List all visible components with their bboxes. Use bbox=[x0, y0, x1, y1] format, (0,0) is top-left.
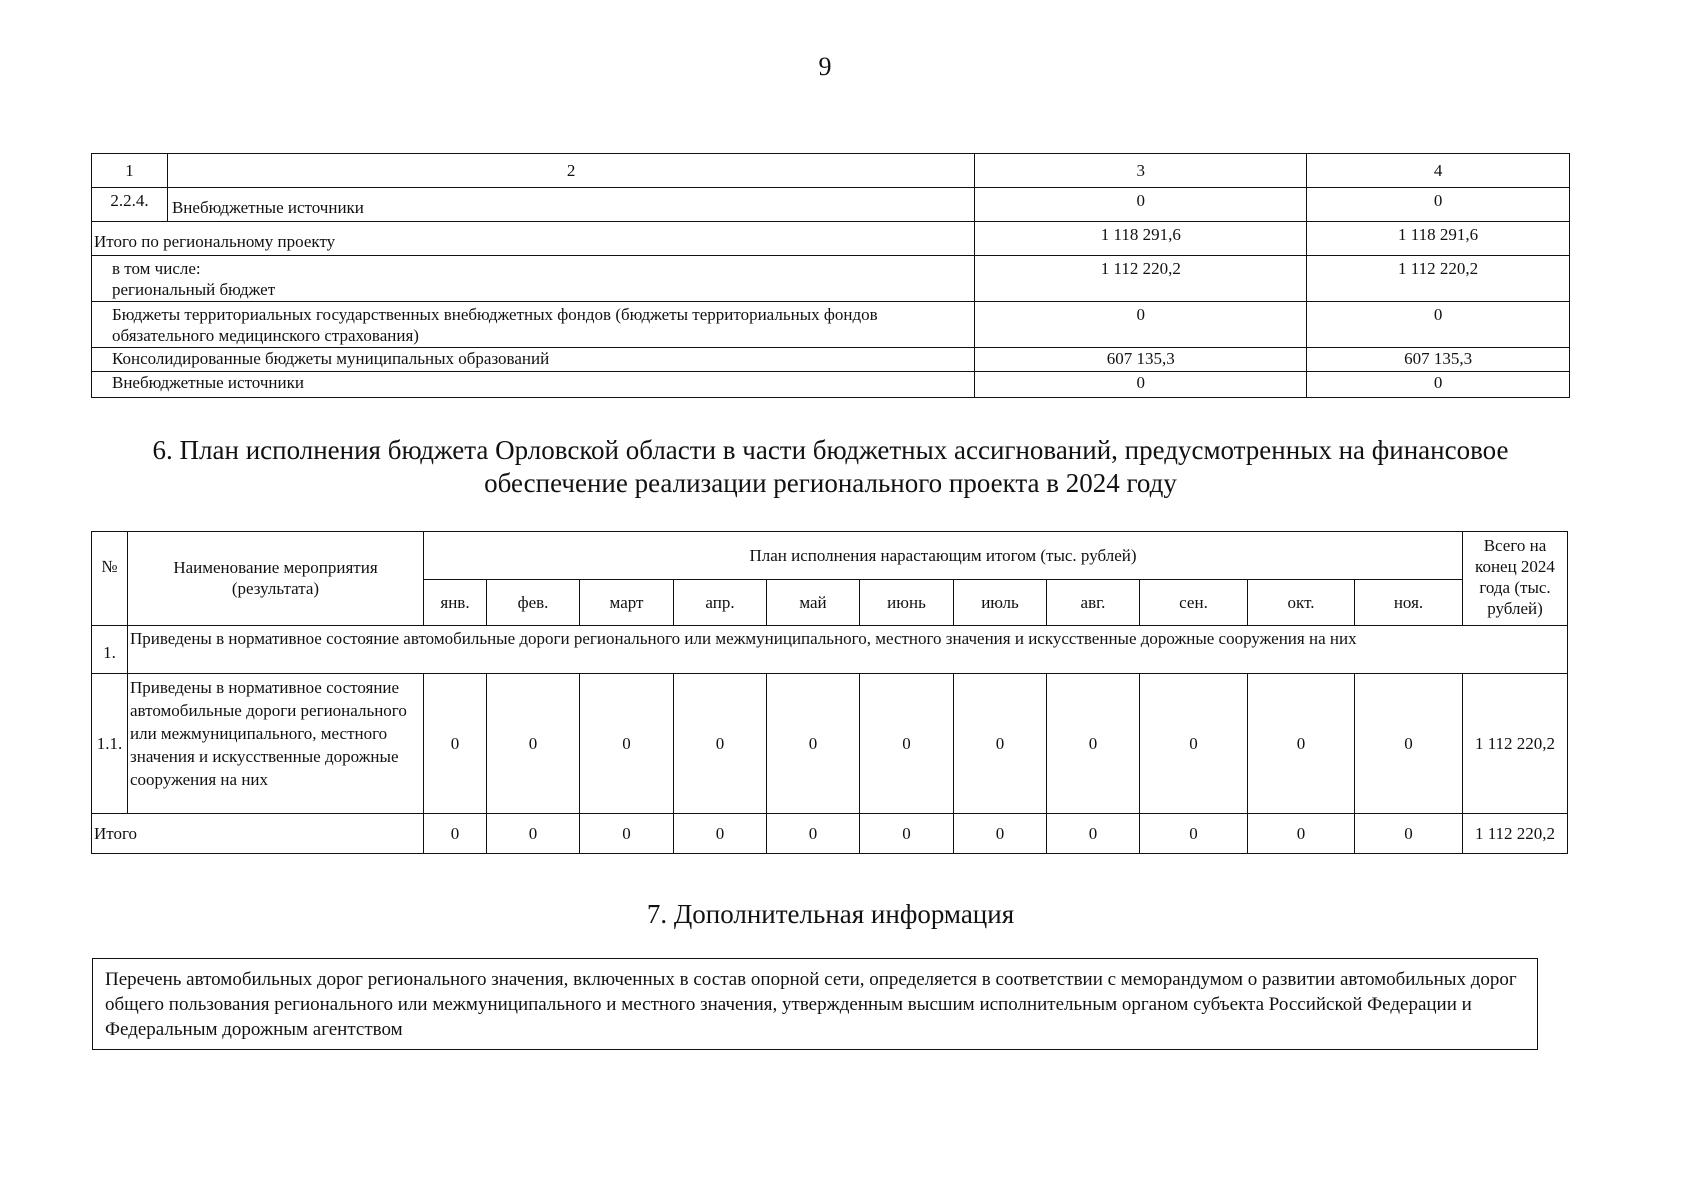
month-header: март bbox=[580, 580, 674, 626]
table-row bbox=[92, 188, 1570, 222]
row-value: 607 135,3 bbox=[1307, 348, 1570, 372]
month-header: сен. bbox=[1140, 580, 1248, 626]
month-value: 0 bbox=[1140, 814, 1248, 854]
execution-plan-table bbox=[91, 531, 1568, 854]
section-6-title-line: обеспечение реализации регионального проекта в 2024 году bbox=[484, 468, 1177, 498]
row-label: Внебюджетные источники bbox=[167, 188, 974, 222]
header-name: Наименование мероприятия (результата) bbox=[128, 532, 424, 626]
row-total-value: 1 112 220,2 bbox=[1463, 674, 1568, 814]
month-value: 0 bbox=[487, 814, 580, 854]
month-value: 0 bbox=[1355, 814, 1463, 854]
table-header-row bbox=[92, 532, 1568, 580]
month-value: 0 bbox=[1355, 674, 1463, 814]
month-value: 0 bbox=[954, 814, 1047, 854]
table-row bbox=[92, 372, 1570, 398]
header-cell: 3 bbox=[975, 154, 1307, 188]
month-value: 0 bbox=[674, 674, 767, 814]
month-value: 0 bbox=[424, 674, 487, 814]
row-text: Приведены в нормативное состояние автомобильные дороги регионального или межмуниципального, местного значения и искусственные дорожные сооружения на них bbox=[128, 626, 1568, 674]
month-value: 0 bbox=[767, 814, 860, 854]
month-value: 0 bbox=[580, 674, 674, 814]
month-value: 0 bbox=[580, 814, 674, 854]
month-value: 0 bbox=[674, 814, 767, 854]
month-header: июль bbox=[954, 580, 1047, 626]
row-value: 0 bbox=[975, 302, 1307, 348]
table-header-row bbox=[92, 154, 1570, 188]
regional-budget-label: региональный бюджет bbox=[112, 280, 276, 299]
month-value: 0 bbox=[767, 674, 860, 814]
month-value: 0 bbox=[487, 674, 580, 814]
row-number: 1.1. bbox=[92, 674, 128, 814]
header-cell: 2 bbox=[167, 154, 974, 188]
month-value: 0 bbox=[1248, 674, 1355, 814]
page-number: 9 bbox=[818, 52, 832, 81]
month-value: 0 bbox=[954, 674, 1047, 814]
header-total: Всего на конец 2024 года (тыс. рублей) bbox=[1463, 532, 1568, 626]
row-label: Бюджеты территориальных государственных внебюджетных фондов (бюджеты территориальных фондов обязательного медицинского страхования) bbox=[92, 302, 975, 348]
row-value: 607 135,3 bbox=[975, 348, 1307, 372]
month-header: окт. bbox=[1248, 580, 1355, 626]
month-value: 0 bbox=[860, 814, 954, 854]
header-cell: 1 bbox=[92, 154, 168, 188]
including-label: в том числе: bbox=[112, 259, 201, 278]
section-6-title bbox=[91, 434, 1570, 500]
header-cell: 4 bbox=[1307, 154, 1570, 188]
header-plan: План исполнения нарастающим итогом (тыс. рублей) bbox=[424, 532, 1463, 580]
month-value: 0 bbox=[1248, 814, 1355, 854]
row-total-value: 1 112 220,2 bbox=[1463, 814, 1568, 854]
month-value: 0 bbox=[1140, 674, 1248, 814]
row-number: 2.2.4. bbox=[92, 188, 168, 222]
row-value: 1 112 220,2 bbox=[975, 256, 1307, 302]
month-value: 0 bbox=[1047, 814, 1140, 854]
row-label: Консолидированные бюджеты муниципальных образований bbox=[92, 348, 975, 372]
table-row bbox=[92, 222, 1570, 256]
additional-info-box: Перечень автомобильных дорог регионального значения, включенных в состав опорной сети, определяется в соответствии с меморандумом о развитии автомобильных дорог общего пользования регионального или межмуниципального и местного значения, утвержденным высшим исполнительным органом субъекта Российской Федерации и Федеральным дорожным агентством bbox=[92, 958, 1538, 1050]
total-label: Итого bbox=[92, 814, 424, 854]
row-value: 0 bbox=[1307, 188, 1570, 222]
month-header: авг. bbox=[1047, 580, 1140, 626]
table-row bbox=[92, 626, 1568, 674]
month-value: 0 bbox=[424, 814, 487, 854]
month-value: 0 bbox=[860, 674, 954, 814]
section-6-title-line: 6. План исполнения бюджета Орловской области в части бюджетных ассигнований, предусмотренных на финансовое bbox=[152, 435, 1509, 465]
table-row bbox=[92, 348, 1570, 372]
total-label: Итого по региональному проекту bbox=[92, 222, 975, 256]
month-header: июнь bbox=[860, 580, 954, 626]
month-header: апр. bbox=[674, 580, 767, 626]
section-7-title: 7. Дополнительная информация bbox=[646, 899, 1015, 929]
month-value: 0 bbox=[1047, 674, 1140, 814]
month-header: май bbox=[767, 580, 860, 626]
row-label: Внебюджетные источники bbox=[92, 372, 975, 398]
month-header: фев. bbox=[487, 580, 580, 626]
row-value: 1 118 291,6 bbox=[1307, 222, 1570, 256]
table-row bbox=[92, 814, 1568, 854]
month-header: ноя. bbox=[1355, 580, 1463, 626]
row-value: 0 bbox=[1307, 302, 1570, 348]
table-row bbox=[92, 302, 1570, 348]
funding-table bbox=[91, 153, 1570, 398]
row-value: 0 bbox=[975, 188, 1307, 222]
row-value: 0 bbox=[975, 372, 1307, 398]
month-header: янв. bbox=[424, 580, 487, 626]
row-text: Приведены в нормативное состояние автомобильные дороги регионального или межмуниципального, местного значения и искусственные дорожные сооружения на них bbox=[128, 674, 424, 814]
header-number: № bbox=[92, 532, 128, 626]
row-value: 0 bbox=[1307, 372, 1570, 398]
row-number: 1. bbox=[92, 626, 128, 674]
row-value: 1 118 291,6 bbox=[975, 222, 1307, 256]
table-row bbox=[92, 674, 1568, 814]
table-row bbox=[92, 256, 1570, 302]
row-value: 1 112 220,2 bbox=[1307, 256, 1570, 302]
row-label bbox=[92, 256, 975, 302]
